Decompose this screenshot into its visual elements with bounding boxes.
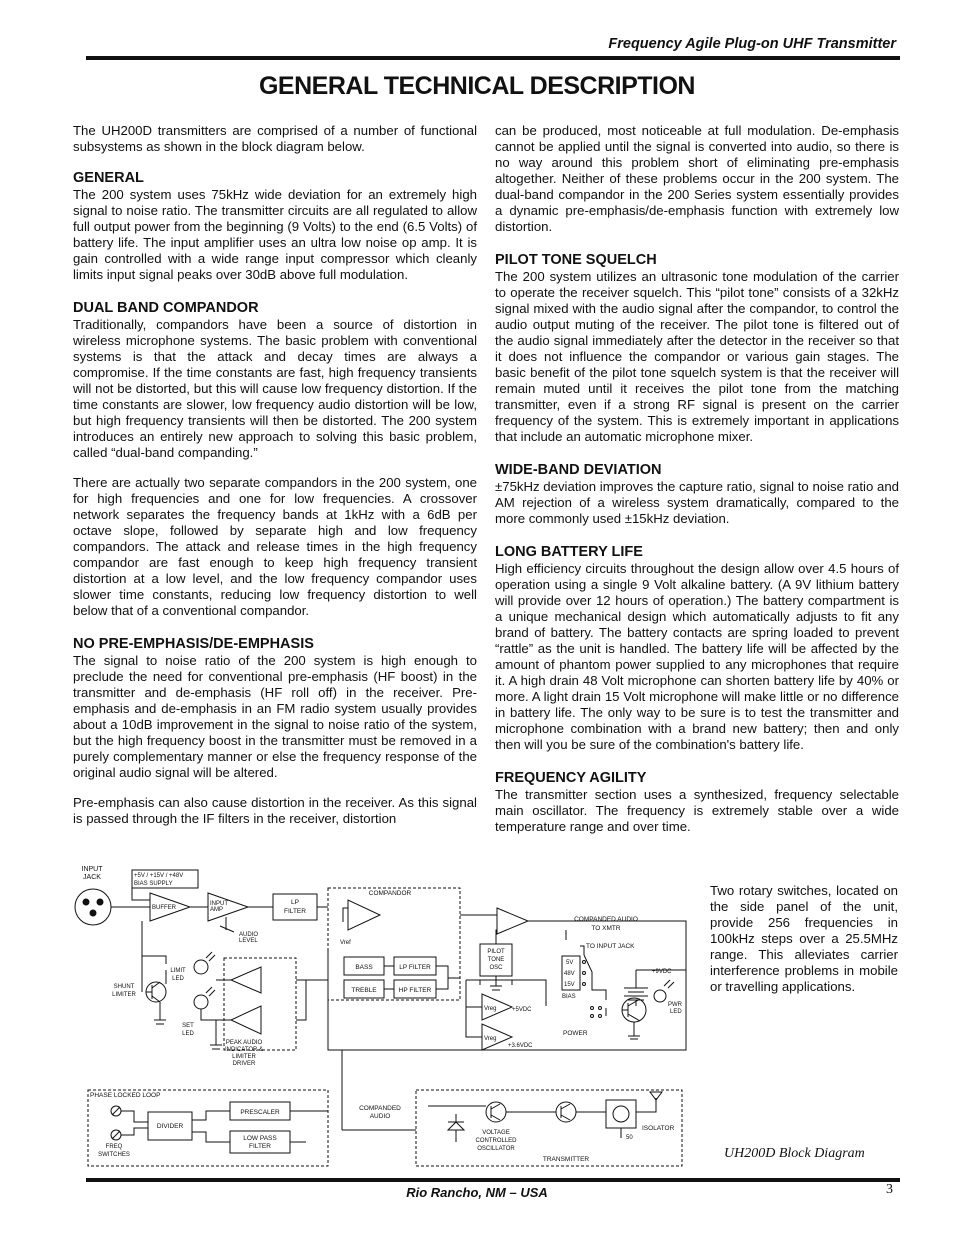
limit-led-icon (194, 960, 208, 974)
transmitter-label: TRANSMITTER (542, 1156, 590, 1163)
compandor-label: COMPANDOR (368, 890, 412, 897)
set-led-label-2: LED (182, 1031, 194, 1037)
input-jack-label-2: JACK (83, 874, 101, 881)
vco-label-2: CONTROLLED (475, 1138, 517, 1144)
set-led-label-1: SET (182, 1023, 194, 1029)
bias-supply-label-2: BIAS SUPPLY (134, 881, 173, 887)
shunt-label-2: LIMITER (112, 992, 136, 998)
peak-amp-2 (231, 1006, 261, 1034)
emphasis-paragraph-1: The signal to noise ratio of the 200 system is high enough to preclude the need for conventional pre-emphasis (HF boost) in the transmitter and de-emphasis (HF roll off) in the receiver. Pre-emphasis and de-emphasis in an FM radio system usually provides about a 10dB improvement in the signal to noise ratio of the system, but the high frequency boost in the transmitter must be removed in a purely complementary manner or else the frequency response of the original audio signal will be altered. (73, 653, 477, 780)
power-label: POWER (563, 1030, 588, 1037)
battery-paragraph: High efficiency circuits throughout the design allow over 4.5 hours of operation using a single 9 Volt alkaline battery. (A 9V lithium battery will provide over 12 hours of operation.) The battery compartment is a unique mechanical design which automatically adjusts to fit any brand of battery. The battery contacts are spring loaded to prevent “rattle” as the unit is handled. The battery life will be affected by the amount of phantom power supplied to any microphones that require it. A high drain 48 Volt microphone can shorten battery life by 40% or more. A light drain 15 Volt microphone will make little or no difference in battery life. The only way to be sure is to test the transmitter and microphone combination with a brand new battery; then and only then will you be sure of the combination's battery life. (495, 561, 899, 752)
peak-driver-box (224, 958, 296, 1050)
output-amp-triangle (497, 908, 528, 934)
limit-led-label-1: LIMIT (170, 968, 186, 974)
buffer-label: BUFFER (152, 905, 176, 911)
to-input-jack-label: TO INPUT JACK (586, 943, 635, 950)
companded-label-1: COMPANDED (359, 1105, 401, 1112)
lp-filter-b-label: LP FILTER (399, 964, 431, 971)
battery-icon (624, 970, 648, 1006)
heading-agility: FREQUENCY AGILITY (495, 770, 647, 786)
prescaler-label: PRESCALER (240, 1109, 280, 1116)
companded-xmtr-label-2: TO XMTR (591, 925, 621, 932)
freq-label-1: FREQ (105, 1144, 123, 1150)
footer-location: Rio Rancho, NM – USA (406, 1185, 548, 1200)
isolator-label: ISOLATOR (642, 1125, 675, 1132)
pilot-label-3: OSC (489, 965, 503, 971)
pilot-paragraph: The 200 system utilizes an ultrasonic tone modulation of the carrier to operate the receiver squelch. This “pilot tone” consists of a 32kHz signal mixed with the audio signal after the compandor, to control the audio output muting of the receiver. The pilot tone is filtered out of the audio signal immediately after the detector in the receiver so that it does not influence the compandor or various gain stages. The basic benefit of the pilot tone squelch system is that the receiver will remain muted until it receives the pilot tone from the matching transmitter, even if a strong RF signal is present on the carrier frequency of the system. This is extremely important in applications that include an automatic microphone mixer. (495, 269, 899, 444)
compandor-paragraph-2: There are actually two separate compandors in the 200 system, one for high frequencies and one for low frequencies. A crossover network separates the frequency bands at 1kHz with a 6dB per octave slope, followed by separate high and low frequency compandors. The attack and release times in the high frequency compandor are fast enough to keep high frequency transient distortion at a low level, and the low frequency compandor uses slower time constants, reducing low frequency distortion to well below that of a conventional compandor. (73, 475, 477, 618)
r50-label: 50 (626, 1135, 633, 1141)
lp-filter-label-2: FILTER (284, 908, 306, 915)
vref-label: Vref (340, 940, 351, 946)
xlr-jack-icon (75, 889, 111, 925)
input-jack-label-1: INPUT (81, 866, 103, 873)
vreg-a-label: Vreg (484, 1006, 497, 1012)
rf-amp-transistor-icon (556, 1102, 576, 1122)
vco-label-3: OSCILLATOR (477, 1146, 515, 1152)
vreg-b-label: Vreg (484, 1036, 497, 1042)
deviation-paragraph: ±75kHz deviation improves the capture ratio, signal to noise ratio and AM rejection of a wireless system dramatically, compared to the more commonly used ±15kHz deviation. (495, 479, 899, 526)
bias-supply-label-1: +5V / +15V / +48V (134, 873, 184, 879)
freq-label-2: SWITCHES (98, 1152, 130, 1158)
bias-48v-label: 48V (564, 971, 575, 977)
limit-led-label-2: LED (172, 976, 184, 982)
lp-filter-box (273, 894, 317, 920)
vco-label-1: VOLTAGE (482, 1130, 510, 1136)
heading-general: GENERAL (73, 170, 144, 186)
page-title: GENERAL TECHNICAL DESCRIPTION (258, 72, 695, 100)
peak-label-1: PEAK AUDIO (225, 1040, 263, 1046)
audio-level-label-1: AUDIO (239, 932, 259, 938)
plus9vdc-label: +9VDC (652, 969, 672, 975)
heading-pilot: PILOT TONE SQUELCH (495, 252, 657, 268)
lpf-label-1: LOW PASS (243, 1135, 277, 1142)
lp-filter-label-1: LP (291, 899, 299, 906)
header-title: Frequency Agile Plug-on UHF Transmitter (608, 36, 896, 52)
shunt-label-1: SHUNT (113, 984, 135, 990)
bias-label: BIAS (562, 994, 576, 1000)
general-paragraph: The 200 system uses 75kHz wide deviation for an extremely high signal to noise ratio. The transmitter circuits are all regulated to allow full output power from the beginning (9 Volts) to the end (6.5 Volts) of battery life. The input amplifier uses an ultra low noise op amp. It is gain controlled with a wide range input compressor which cleanly limits input signal peaks over 30dB above full modulation. (73, 187, 477, 282)
peak-amp-1 (231, 967, 261, 993)
hp-filter-label: HP FILTER (398, 987, 432, 994)
input-amp-label-2: AMP (210, 907, 224, 913)
side-paragraph: Two rotary switches, located on the side panel of the unit, provide 256 frequencies in 100kHz steps over a 25.5MHz range. This alleviates carrier interference problems in mobile or travelling applications. (710, 883, 898, 994)
isolator-box (606, 1100, 636, 1128)
block-diagram (66, 860, 706, 1170)
heading-compandor: DUAL BAND COMPANDOR (73, 300, 259, 316)
pwr-label-2: LED (670, 1009, 682, 1015)
plus5vdc-label: +5VDC (512, 1007, 532, 1013)
emphasis-paragraph-2: Pre-emphasis can also cause distortion in the receiver. As this signal is passed through the IF filters in the receiver, distortion (73, 795, 477, 826)
pll-label: PHASE LOCKED LOOP (90, 1092, 161, 1099)
right-column (495, 123, 899, 849)
pwr-led-icon (654, 990, 666, 1002)
compandor-paragraph-1: Traditionally, compandors have been a source of distortion in wireless microphone systems. The basic problem with conventional systems is that the attack and decay times are always a compromise. If the time constants are fast, high frequency transients will not be distorted, but this will cause low frequency distortion. If the time constants are slower, low frequency audio distortion will be low, but high frequency transients will then be distorted. The 200 system introduces an entirely new approach to solving this basic problem, called “dual-band companding.” (73, 317, 477, 460)
peak-label-2: INDICATOR & (224, 1047, 264, 1053)
pilot-label-1: PILOT (487, 949, 505, 955)
plus36vdc-label: +3.6VDC (508, 1043, 533, 1049)
continued-paragraph: can be produced, most noticeable at full modulation. De-emphasis cannot be applied until the signal is converted into audio, so there is no way around this problem short of eliminating pre-emphasis altogether. Neither of these problems occur in the 200 system. The dual-band compandor in the 200 Series system essentially provides a dynamic pre-emphasis/de-emphasis function with extremely low distortion. (495, 123, 899, 234)
lpf-label-2: FILTER (249, 1143, 271, 1150)
compandor-amp (348, 900, 380, 930)
companded-label-2: AUDIO (369, 1113, 391, 1120)
input-amp-label-1: INPUT (210, 901, 228, 907)
heading-battery: LONG BATTERY LIFE (495, 544, 643, 560)
header-rule (86, 56, 900, 60)
pilot-label-2: TONE (487, 957, 505, 963)
agility-paragraph: The transmitter section uses a synthesized, frequency selectable main oscillator. The frequency is extremely stable over a wide temperature range and over time. (495, 787, 899, 834)
footer-rule (86, 1178, 900, 1182)
pwr-label-1: PWR (668, 1002, 682, 1008)
bias-15v-label: 15V (564, 982, 575, 988)
heading-emphasis: NO PRE-EMPHASIS/DE-EMPHASIS (73, 636, 314, 652)
left-column (73, 123, 477, 841)
heading-deviation: WIDE-BAND DEVIATION (495, 462, 662, 478)
companded-xmtr-label-1: COMPANDED AUDIO (574, 916, 638, 923)
bias-5v-label: 5V (566, 960, 574, 966)
set-led-icon (194, 995, 208, 1009)
diagram-caption: UH200D Block Diagram (724, 1146, 865, 1161)
peak-label-4: DRIVER (232, 1061, 256, 1067)
page-number: 3 (886, 1182, 893, 1197)
intro-paragraph: The UH200D transmitters are comprised of a number of functional subsystems as shown in the block diagram below. (73, 123, 477, 154)
varactor-icon (448, 1114, 464, 1142)
audio-level-label-2: LEVEL (239, 938, 258, 944)
divider-label: DIVIDER (156, 1123, 184, 1130)
peak-label-3: LIMITER (232, 1054, 256, 1060)
treble-label: TREBLE (351, 987, 377, 994)
bass-label: BASS (355, 964, 373, 971)
vco-transistor-icon (486, 1102, 506, 1122)
